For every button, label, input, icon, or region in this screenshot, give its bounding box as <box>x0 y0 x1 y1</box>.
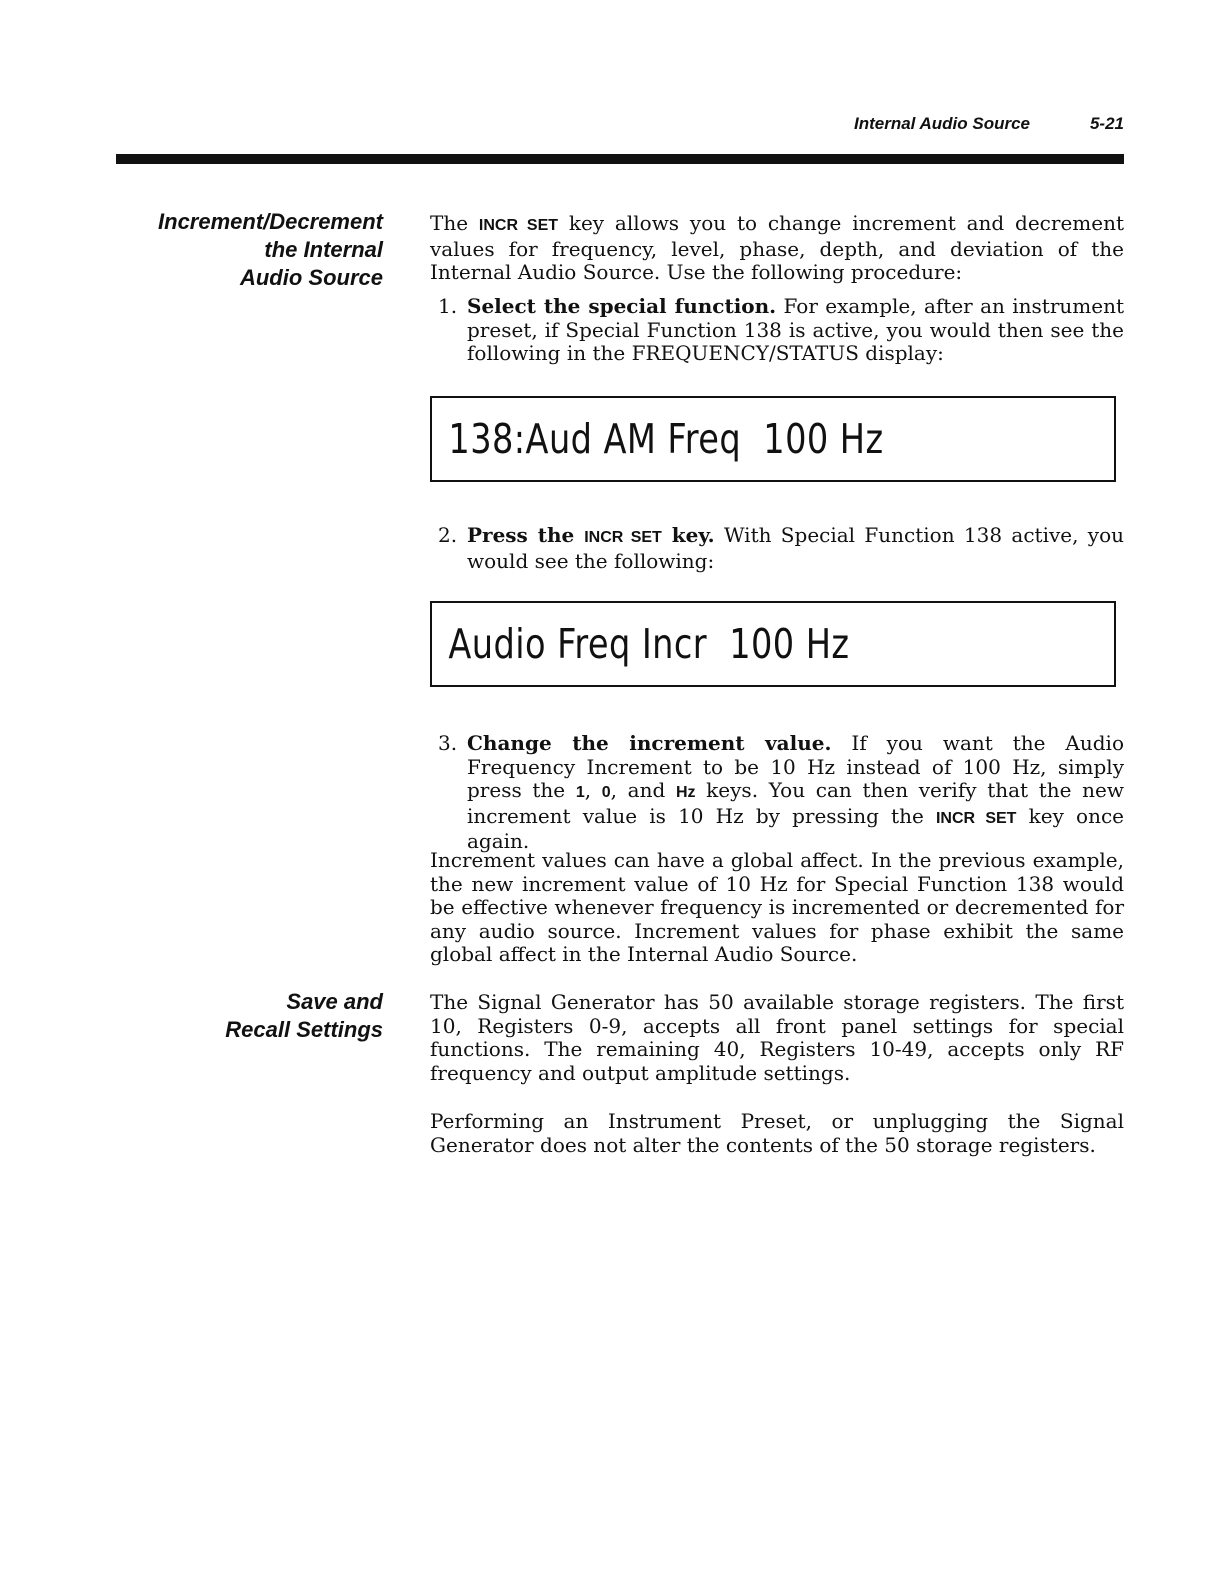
intro-paragraph <box>430 212 1124 285</box>
key-1: 1 <box>575 784 585 801</box>
step-1 <box>438 295 1124 366</box>
heading-line: Recall Settings <box>225 1017 383 1042</box>
incr-set-key: INCR SET <box>584 529 662 546</box>
incr-set-key: INCR SET <box>478 217 559 234</box>
frequency-status-display <box>430 601 1116 687</box>
step-text: keys. You can then verify that the new increment value is 10 Hz by pressing the <box>467 778 1124 828</box>
step-title-end: key. <box>661 523 715 547</box>
step-number: 2. <box>438 523 458 547</box>
step-text: If you want the Audio Frequency Increment to be 10 Hz instead of 100 Hz, simply press the <box>467 731 1124 802</box>
step-text: For example, after an instrument preset, if Special Function 138 is active, you would then see the following in the FREQUENCY/STATUS display: <box>467 294 1124 365</box>
key-0: 0 <box>601 784 611 801</box>
step-title: Press the <box>467 523 585 547</box>
step-number: 1. <box>438 294 458 318</box>
step-number: 3. <box>438 731 458 755</box>
heading-line: Save and <box>286 989 383 1014</box>
key-hz: Hz <box>675 784 696 801</box>
step-text: With Special Function 138 active, you would see the following: <box>467 523 1125 573</box>
separator: , and <box>610 778 676 802</box>
step-title: Select the special function. <box>467 294 777 318</box>
step-2 <box>438 524 1124 573</box>
intro-prefix: The <box>430 211 479 235</box>
preset-paragraph: Performing an Instrument Preset, or unplugging the Signal Generator does not alter the contents of the 50 storage registers. <box>430 1109 1124 1157</box>
separator: , <box>584 778 602 802</box>
incr-set-key: INCR SET <box>935 809 1017 827</box>
step-title: Change the increment value. <box>467 731 832 755</box>
running-header-title: Internal Audio Source <box>853 114 1030 133</box>
step-3 <box>438 732 1124 854</box>
intro-text: key allows you to change increment and decrement values for frequency, level, phase, depth, and deviation of the Internal Audio Source. Use the following procedure: <box>430 211 1125 284</box>
frequency-status-display <box>430 396 1116 482</box>
page-number: 5-21 <box>1089 114 1124 133</box>
heading-line: Increment/Decrement <box>158 209 383 234</box>
step-body <box>467 524 1124 573</box>
display-readout: 138:Aud AM Freq 100 Hz <box>448 415 884 463</box>
section-heading-save-recall <box>100 988 383 1044</box>
step-body <box>467 295 1124 366</box>
global-affect-paragraph: Increment values can have a global affect. In the previous example, the new increment value of 10 Hz for Special Function 138 would be effective whenever frequency is incremented or decremented for any audio source. Increment values for phase exhibit the same global affect in the Internal Audio Source. <box>430 848 1124 966</box>
step-text: key once again. <box>467 803 1125 853</box>
step-body <box>467 732 1124 854</box>
heading-line: Audio Source <box>239 265 383 290</box>
heading-line: the Internal <box>264 237 383 262</box>
storage-registers-paragraph: The Signal Generator has 50 available storage registers. The first 10, Registers 0-9, accepts all front panel settings for special functions. The remaining 40, Registers 10-49, accepts only RF frequency and output amplitude settings. <box>430 990 1124 1085</box>
display-readout: Audio Freq Incr 100 Hz <box>448 620 850 668</box>
section-heading-increment <box>100 208 383 292</box>
header-rule <box>116 154 1124 164</box>
